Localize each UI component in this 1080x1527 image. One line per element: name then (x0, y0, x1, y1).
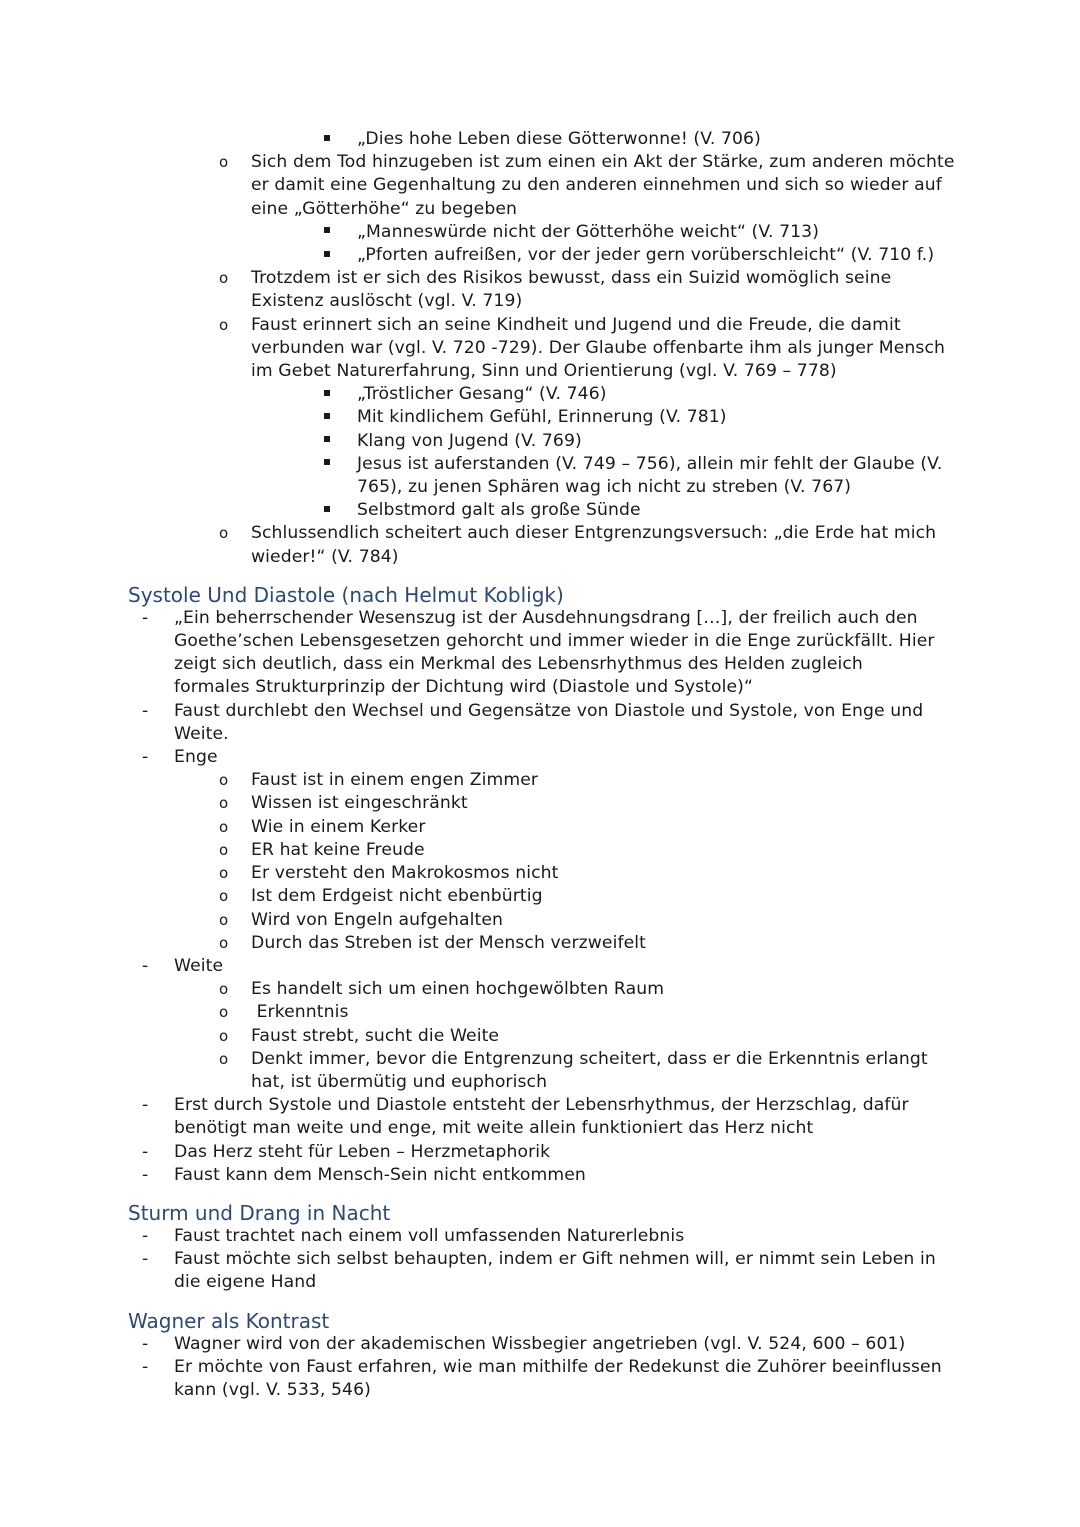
list-item: o Denkt immer, bevor die Entgrenzung scheitert, dass er die Erkenntnis erlangt hat, ist übermütig und euphorisch (219, 1048, 928, 1092)
circle-bullet-icon: o (219, 153, 229, 172)
dash-bullet-icon: - (142, 1356, 149, 1377)
square-bullet-icon (324, 406, 330, 429)
list-item: o Wissen ist eingeschränkt (0, 792, 1080, 815)
square-bullet-icon (324, 128, 330, 151)
list-item: - Erst durch Systole und Diastole entsteht der Lebensrhythmus, der Herzschlag, dafür benötigt man weite und enge, mit weite allein funktioniert das Herz nicht (142, 1095, 909, 1139)
list-item: - Weite (0, 955, 1080, 978)
dash-bullet-icon: - (142, 1249, 149, 1270)
list-item: o Trotzdem ist er sich des Risikos bewusst, dass ein Suizid womöglich seine Existenz auslöscht (vgl. V. 719) (219, 268, 892, 312)
dash-bullet-icon: - (142, 1164, 149, 1185)
list-item: „Tröstlicher Gesang“ (V. 746) (0, 383, 1080, 406)
square-bullet-icon (324, 244, 330, 267)
dash-bullet-icon: - (142, 1225, 149, 1246)
list-item: Jesus ist auferstanden (V. 749 – 756), allein mir fehlt der Glaube (V. 765), zu jenen Sphären wag ich nicht zu streben (V. 767) (0, 453, 1080, 499)
square-bullet-icon (324, 430, 330, 453)
list-item: o Erkenntnis (0, 1001, 1080, 1024)
dash-bullet-icon: - (142, 955, 149, 976)
list-item: Mit kindlichem Gefühl, Erinnerung (V. 781) (0, 406, 1080, 429)
circle-bullet-icon: o (219, 817, 229, 836)
list-item: - Faust durchlebt den Wechsel und Gegensätze von Diastole und Systole, von Enge und Weite. (142, 700, 924, 744)
list-item: o Er versteht den Makrokosmos nicht (0, 862, 1080, 885)
list-item: - Er möchte von Faust erfahren, wie man mithilfe der Redekunst die Zuhörer beeinflussen kann (vgl. V. 533, 546) (142, 1356, 942, 1400)
circle-bullet-icon: o (219, 794, 229, 813)
list-item: o Wie in einem Kerker (0, 816, 1080, 839)
list-item: o Ist dem Erdgeist nicht ebenbürtig (0, 885, 1080, 908)
circle-bullet-icon: o (219, 933, 229, 952)
list-item: o Faust ist in einem engen Zimmer (0, 769, 1080, 792)
circle-bullet-icon: o (219, 315, 229, 334)
dash-bullet-icon: - (142, 700, 149, 721)
circle-bullet-icon: o (219, 771, 229, 790)
circle-bullet-icon: o (219, 524, 229, 543)
circle-bullet-icon: o (219, 840, 229, 859)
circle-bullet-icon: o (219, 1026, 229, 1045)
list-item: o Es handelt sich um einen hochgewölbten Raum (0, 978, 1080, 1001)
circle-bullet-icon: o (219, 980, 229, 999)
list-item: Selbstmord galt als große Sünde (0, 499, 1080, 522)
list-item: - Enge (0, 746, 1080, 769)
list-item: - Faust kann dem Mensch-Sein nicht entkommen (0, 1164, 1080, 1187)
square-bullet-icon (324, 221, 330, 244)
list-item: o Faust strebt, sucht die Weite (0, 1025, 1080, 1048)
list-item: „Manneswürde nicht der Götterhöhe weicht“ (V. 713) (0, 221, 1080, 244)
dash-bullet-icon: - (142, 747, 149, 768)
section-heading-systole: Systole Und Diastole (nach Helmut Kobligk) (128, 582, 564, 607)
dash-bullet-icon: - (142, 1141, 149, 1162)
circle-bullet-icon: o (219, 887, 229, 906)
square-bullet-icon (324, 499, 330, 522)
list-item: o ER hat keine Freude (0, 839, 1080, 862)
list-item: - Das Herz steht für Leben – Herzmetaphorik (0, 1141, 1080, 1164)
list-item: o Wird von Engeln aufgehalten (0, 909, 1080, 932)
square-bullet-icon (324, 383, 330, 406)
dash-bullet-icon: - (142, 1095, 149, 1116)
circle-bullet-icon: o (219, 1003, 229, 1022)
circle-bullet-icon: o (219, 910, 229, 929)
list-item: - Faust möchte sich selbst behaupten, indem er Gift nehmen will, er nimmt sein Leben in die eigene Hand (142, 1249, 936, 1293)
list-item: o Faust erinnert sich an seine Kindheit und Jugend und die Freude, die damit verbunden war (vgl. V. 720 -729). Der Glaube offenbarte ihm als junger Mensch im Gebet Naturerfahrung, Sinn und Orientierung (vgl. V. 769 – 778) (219, 314, 945, 382)
list-item: „Dies hohe Leben diese Götterwonne! (V. 706) (0, 128, 1080, 151)
circle-bullet-icon: o (219, 864, 229, 883)
list-item: - „Ein beherrschender Wesenszug ist der Ausdehnungsdrang […], der freilich auch den Goethe’schen Lebensgesetzen gehorcht und immer wieder in die Enge zurückfällt. Hier zeigt sich deutlich, dass ein Merkmal des Lebensrhythmus des Helden zugleich formales Strukturprinzip der Dichtung wird (Diastole und Systole)“ (142, 607, 935, 698)
list-item: o Schlussendlich scheitert auch dieser Entgrenzungsversuch: „die Erde hat mich wieder!“ (V. 784) (219, 523, 937, 567)
circle-bullet-icon: o (219, 1049, 229, 1068)
circle-bullet-icon: o (219, 269, 229, 288)
list-item: o Durch das Streben ist der Mensch verzweifelt (0, 932, 1080, 955)
list-item: o Sich dem Tod hinzugeben ist zum einen ein Akt der Stärke, zum anderen möchte er damit eine Gegenhaltung zu den anderen einnehmen und sich so wieder auf eine „Götterhöhe“ zu begeben (219, 152, 955, 219)
list-item: - Faust trachtet nach einem voll umfassenden Naturerlebnis (0, 1225, 1080, 1248)
list-item: Klang von Jugend (V. 769) (0, 430, 1080, 453)
section-heading-sturm: Sturm und Drang in Nacht (128, 1200, 391, 1225)
square-bullet-icon (324, 453, 330, 476)
dash-bullet-icon: - (142, 1333, 149, 1354)
document-page (0, 128, 1080, 1402)
section-heading-wagner: Wagner als Kontrast (128, 1308, 330, 1333)
list-item: „Pforten aufreißen, vor der jeder gern vorüberschleicht“ (V. 710 f.) (0, 244, 1080, 267)
list-item: - Wagner wird von der akademischen Wissbegier angetrieben (vgl. V. 524, 600 – 601) (0, 1333, 1080, 1356)
dash-bullet-icon: - (142, 607, 149, 628)
